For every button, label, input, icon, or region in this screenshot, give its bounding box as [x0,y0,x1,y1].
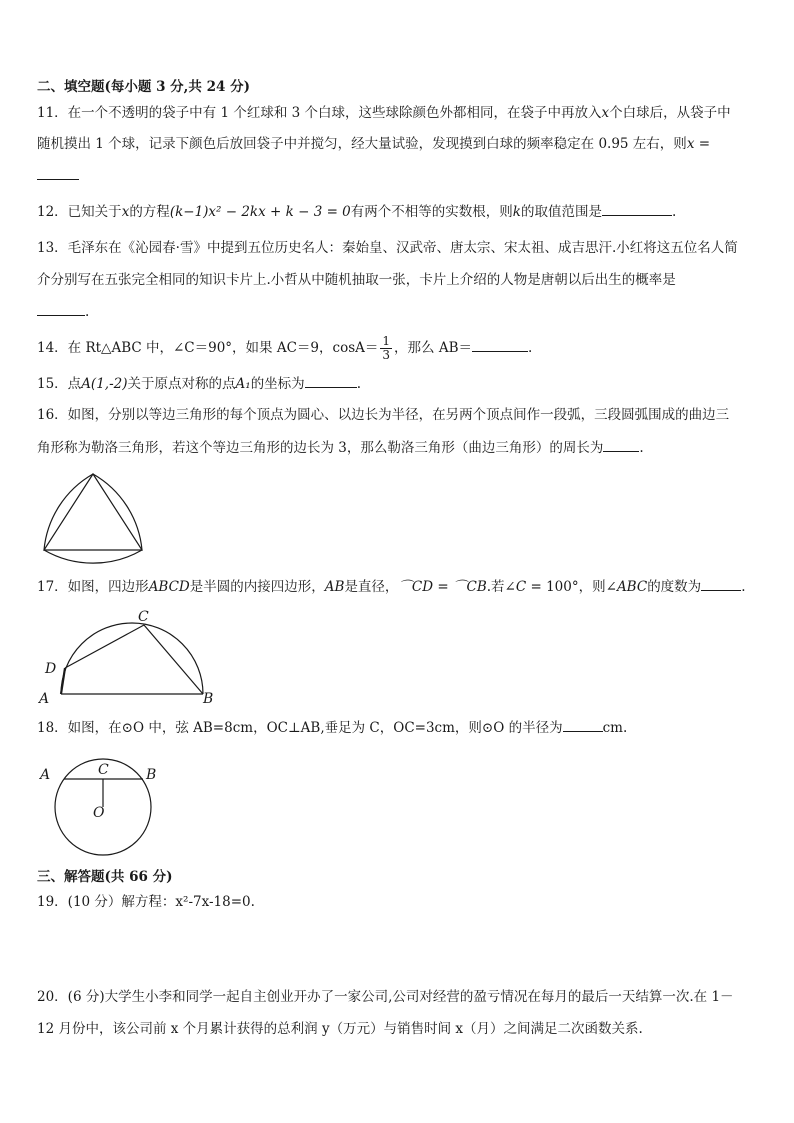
q12-end: . [671,204,677,220]
q15-text-c: 的坐标为 [250,376,305,392]
q17-arcs: ⌒CD = ⌒CB [398,579,487,595]
reuleaux-triangle-figure [38,470,148,565]
q18-line [37,718,757,737]
q15-point-a: A(1,-2) [81,376,128,392]
q17-text-c: 是直径， [344,579,399,595]
q16-line-1: 16．如图，分别以等边三角形的每个顶点为圆心、以边长为半径，在另两个顶点间作一段弧，三段圆弧围成的曲边三 [37,407,730,423]
label-c: C [138,609,149,625]
q18-text: 18．如图，在⊙O 中，弦 AB=8cm，OC⊥AB,垂足为 C，OC=3cm，则⊙O 的半径为 [37,720,563,736]
q17-text-a: 17．如图，四边形 [37,579,149,595]
q13-answer-blank[interactable] [37,302,85,316]
q11-answer-blank[interactable] [37,166,79,180]
q17-end: . [741,579,746,595]
q16-text: 角形称为勒洛三角形，若这个等边三角形的边长为 3，那么勒洛三角形（曲边三角形）的周长为 [37,440,604,456]
q14-fraction-denominator: 3 [382,348,391,362]
q11-line-2 [37,135,757,153]
q13-line-2: 介分别写在五张完全相同的知识卡片上.小哲从中随机抽取一张，卡片上介绍的人物是唐朝以后出生的概率是 [37,272,676,288]
q17-text-b: 是半圆的内接四边形， [189,579,325,595]
q14-fraction [380,335,392,362]
q14-text-b: ，那么 AB＝ [394,340,472,356]
q12-line [37,202,757,221]
q12-var-x: x [121,204,130,220]
q16-line-2 [37,438,757,457]
q14-text-a: 14．在 Rt△ABC 中，∠C＝90°，如果 AC＝9，cosA＝ [37,340,379,356]
q17-diameter: AB [324,579,345,595]
q13-line-1: 13．毛泽东在《沁园春·雪》中提到五位历史名人：秦始皇、汉武帝、唐太宗、宋太祖、成吉思汗.小红将这五位名人简 [37,240,738,256]
label-b: B [146,767,157,783]
q11-line-3 [37,166,757,185]
q11-text-a: 11．在一个不透明的袋子中有 1 个红球和 3 个白球，这些球除颜色外都相同，在袋子中再放入 [37,105,602,121]
q11-var-x: x [601,105,610,121]
q19-line: 19．(10 分）解方程：x²-7x-18=0. [37,894,255,910]
q13-line-3 [37,302,757,321]
q12-text-d: 的取值范围是 [520,204,602,220]
equilateral-triangle [44,474,142,550]
q14-line [37,335,757,362]
q12-answer-blank[interactable] [602,202,672,216]
q20-line-1: 20．(6 分)大学生小李和同学一起自主创业开办了一家公司,公司对经营的盈亏情况在每月的最后一天结算一次.在 1－ [37,989,734,1005]
segment-dc [65,625,144,668]
q17-line [37,577,757,596]
q14-end: . [528,340,533,356]
q12-equation: (k−1)x² − 2kx + k − 3 = 0 [169,204,351,220]
semicircle-quadrilateral-figure [34,608,224,708]
q17-text-f: 的度数为 [647,579,702,595]
q17-answer-blank[interactable] [701,577,741,591]
q15-line [37,374,757,393]
q15-text-b: 关于原点对称的点 [127,376,236,392]
label-a: A [39,691,50,707]
label-b: B [203,691,214,707]
q16-end: . [639,440,644,456]
q12-text-c: 有两个不相等的实数根，则 [350,204,513,220]
q18-unit: cm. [602,720,628,736]
reuleaux-arc-bottom [44,550,142,563]
q12-text-a: 12．已知关于 [37,204,122,220]
q17-text-d: .若∠ [486,579,516,595]
q14-fraction-numerator: 1 [382,334,391,348]
label-d: D [45,661,57,677]
q11-line-1 [37,104,757,122]
q16-answer-blank[interactable] [603,438,639,452]
section-title-solve: 三、解答题(共 66 分) [37,869,173,885]
q11-text-b: 个白球后，从袋子中 [609,105,731,121]
q17-angle-c: C [515,579,527,595]
label-c: C [98,762,109,778]
q17-angle-abc: ABC [616,579,648,595]
q17-quad: ABCD [148,579,190,595]
q12-var-k: k [512,204,521,220]
q11-text-c: 随机摸出 1 个球，记录下颜色后放回袋子中并搅匀，经大量试验，发现摸到白球的频率稳定在 0.95 左右，则 [37,136,687,152]
section-title-fill-in: 二、填空题(每小题 3 分,共 24 分) [37,79,250,95]
q15-point-a1: A₁ [235,376,251,392]
circle-chord-figure [36,758,166,858]
q18-answer-blank[interactable] [563,718,603,732]
q20-line-2: 12 月份中，该公司前 x 个月累计获得的总利润 y（万元）与销售时间 x（月）之间满足二次函数关系. [37,1021,643,1037]
q15-end: . [356,376,361,392]
label-o: O [93,805,105,821]
q12-text-b: 的方程 [129,204,170,220]
label-a: A [40,767,51,783]
q17-text-e: = 100°，则∠ [526,579,617,595]
q11-x-equals: x = [686,136,711,152]
q15-answer-blank[interactable] [305,374,357,388]
q15-text-a: 15．点 [37,376,82,392]
q13-end: . [85,304,90,320]
q14-answer-blank[interactable] [472,338,528,352]
